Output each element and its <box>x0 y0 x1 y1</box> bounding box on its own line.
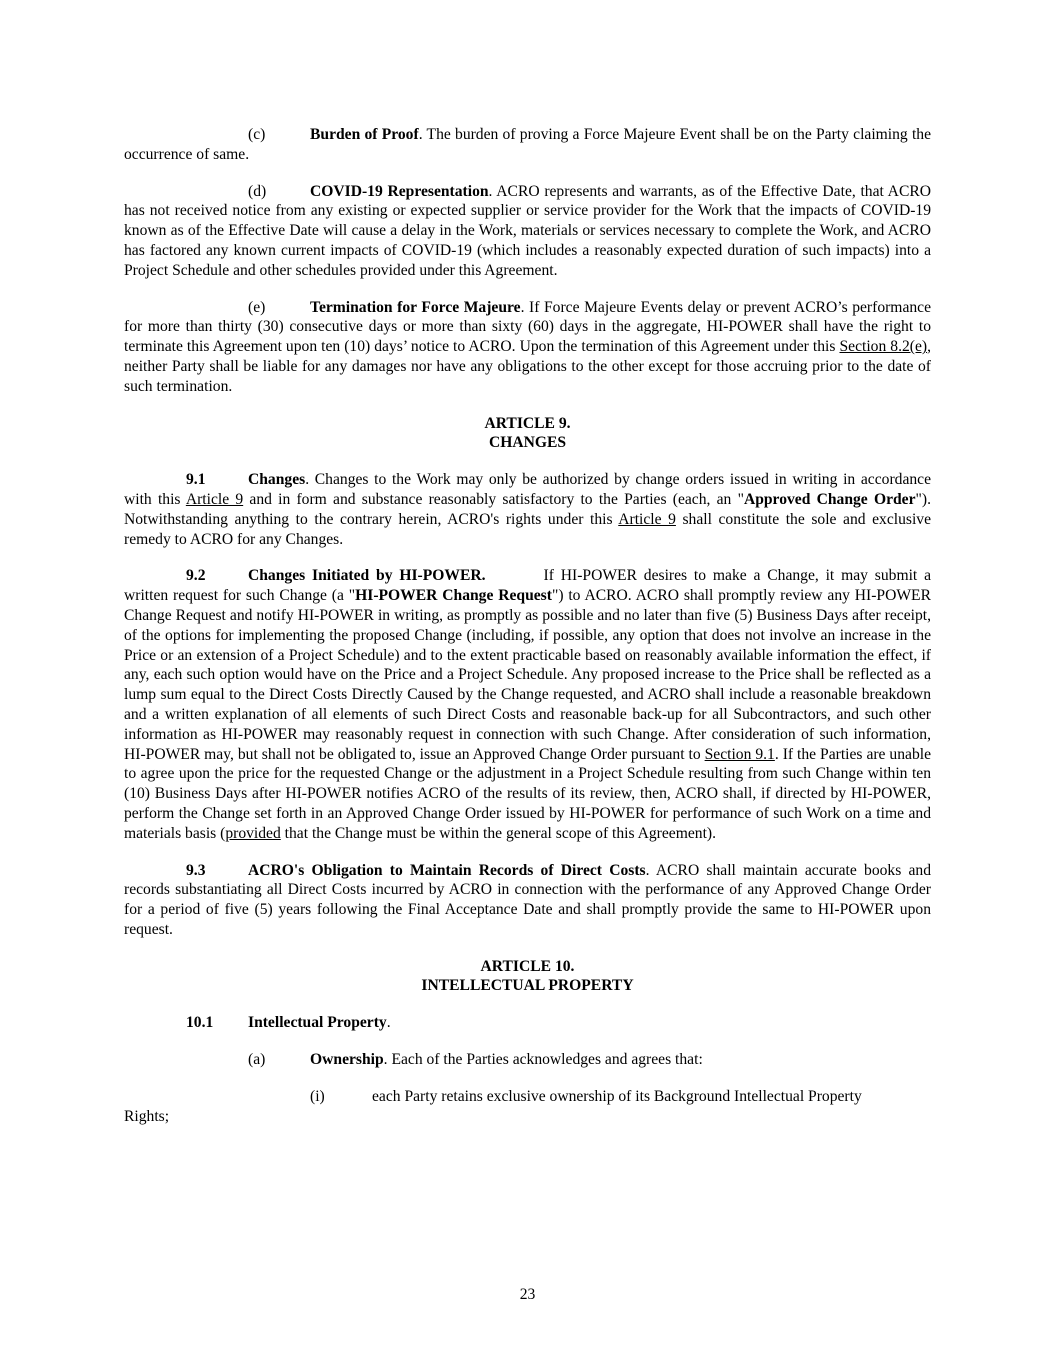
section-reference: Section 8.2(e) <box>839 338 928 356</box>
defined-term: HI-POWER Change Request <box>355 587 552 605</box>
clause-number: (e) <box>248 298 266 316</box>
paragraph-covid-representation <box>124 182 931 281</box>
paragraph-termination-force-majeure <box>124 298 931 397</box>
section-number: 9.3 <box>186 861 206 879</box>
clause-text: . ACRO represents and warrants, as of the Effective Date, that ACRO has not received notice from any existing or expected supplier or service provider for the Work that the impacts of COVID-19 known as of the Effective Date will cause a delay in the Work, materials or services necessary to complete the Work, and ACRO has factored any known current impacts of COVID-19 (which includes a reasonably expected duration of such impacts) into a Project Schedule and other schedules provided under this Agreement. <box>124 182 932 279</box>
section-text: and in form and substance reasonably satisfactory to the Parties (each, an " <box>243 490 744 508</box>
clause-text: each Party retains exclusive ownership of its Background Intellectual Property <box>372 1087 862 1105</box>
clause-number: (a) <box>248 1051 266 1069</box>
clause-number: (d) <box>248 182 267 200</box>
section-text: "). Notwithstanding anything to the contrary herein, ACRO's rights under this <box>124 490 931 528</box>
clause-number: (c) <box>248 126 266 143</box>
clause-10-1-a-i <box>124 1087 931 1107</box>
section-title: Changes <box>248 471 306 489</box>
section-text: . <box>386 1014 391 1032</box>
section-title: ACRO's Obligation to Maintain Records of Direct Costs <box>248 861 646 879</box>
section-number: 9.1 <box>186 471 206 489</box>
clause-text: , neither Party shall be liable for any damages nor have any obligations to the other except for those accruing prior to the date of such termination. <box>124 338 931 395</box>
section-10-1 <box>124 1013 931 1033</box>
article-9-heading <box>124 414 931 454</box>
section-9-2 <box>124 566 931 843</box>
clause-title: Burden of Proof <box>310 126 419 143</box>
clause-title: Ownership <box>310 1051 384 1069</box>
clause-title: COVID-19 Representation <box>310 182 489 200</box>
proviso-term: provided <box>225 824 281 842</box>
section-reference: Section 9.1 <box>704 745 775 763</box>
defined-term: Approved Change Order <box>743 490 916 508</box>
clause-text: . If Force Majeure Events delay or prevent ACRO’s performance for more than thirty (30) consecutive days or more than sixty (60) days in the aggregate, HI-POWER shall have the right to terminate this Agreement upon ten (10) days’ notice to ACRO. Upon the termination of this Agreement under this <box>124 298 932 356</box>
article-title: INTELLECTUAL PROPERTY <box>421 977 634 995</box>
clause-number: (i) <box>310 1087 325 1105</box>
section-number: 10.1 <box>186 1014 214 1032</box>
article-label: ARTICLE 9. <box>484 414 571 432</box>
section-text: . If the Parties are unable to agree upon the price for the requested Change or the adjustment in a Project Schedule resulting from such Change within ten (10) Business Days after HI-POWER notifies ACRO of the results of its review, then, ACRO shall, if directed by HI-POWER, perform the Change set forth in an Approved Change Order issued by HI-POWER for performance of such Work on a time and materials basis ( <box>124 745 931 842</box>
section-text: shall constitute the sole and exclusive remedy to ACRO for any Changes. <box>124 510 931 548</box>
clause-title: Termination for Force Majeure <box>310 298 521 316</box>
article-label: ARTICLE 10. <box>480 957 575 975</box>
section-title: Intellectual Property <box>248 1014 387 1032</box>
section-text: that the Change must be within the general scope of this Agreement). <box>280 824 716 842</box>
clause-text: . The burden of proving a Force Majeure Event shall be on the Party claiming the occurrence of same. <box>124 126 932 163</box>
clause-10-1-a <box>124 1050 931 1070</box>
section-text: ") to ACRO. ACRO shall promptly review any HI-POWER Change Request and notify HI-POWER in writing, as promptly as possible and no later than five (5) Business Days after receipt, of the options for implementing the proposed Change (including, if possible, any option that does not involve an increase in the Price or an extension of a Project Schedule) and to the extent practicable based on reasonably available information the effect, if any, each such option would have on the Price and a Project Schedule. Any proposed increase to the Price shall be reflected as a lump sum equal to the Direct Costs Directly Caused by the Change requested, and ACRO shall include a reasonable breakdown and a written explanation of all elements of such Direct Costs and reasonable back-up for all Subcontractors, and such other information as HI-POWER may reasonably request in connection with such Change. After consideration of such information, HI-POWER may, but shall not be obligated to, issue an Approved Change Order pursuant to <box>124 587 931 763</box>
section-title: Changes Initiated by HI-POWER. <box>248 567 486 585</box>
section-text: If HI-POWER desires to make a Change, it may submit a written request for such Change (a " <box>124 567 931 605</box>
document-body <box>124 125 931 1126</box>
article-10-heading <box>124 957 931 997</box>
section-text: . ACRO shall maintain accurate books and records substantiating all Direct Costs incurred by ACRO in connection with the performance of any Approved Change Order for a period of five (5) years following the Final Acceptance Date and shall promptly provide the same to HI-POWER upon request. <box>124 861 932 938</box>
article-title: CHANGES <box>488 434 567 452</box>
article-reference: Article 9 <box>185 490 244 508</box>
paragraph-burden-of-proof <box>124 125 931 165</box>
clause-continuation: Rights; <box>124 1107 170 1125</box>
section-9-1 <box>124 470 931 549</box>
page-number: 23 <box>519 1286 536 1303</box>
clause-text: . Each of the Parties acknowledges and agrees that: <box>383 1051 703 1069</box>
article-reference: Article 9 <box>618 510 676 528</box>
section-text: . Changes to the Work may only be authorized by change orders issued in writing in accordance with this <box>124 471 931 508</box>
section-9-3 <box>124 861 931 940</box>
section-number: 9.2 <box>186 567 206 585</box>
